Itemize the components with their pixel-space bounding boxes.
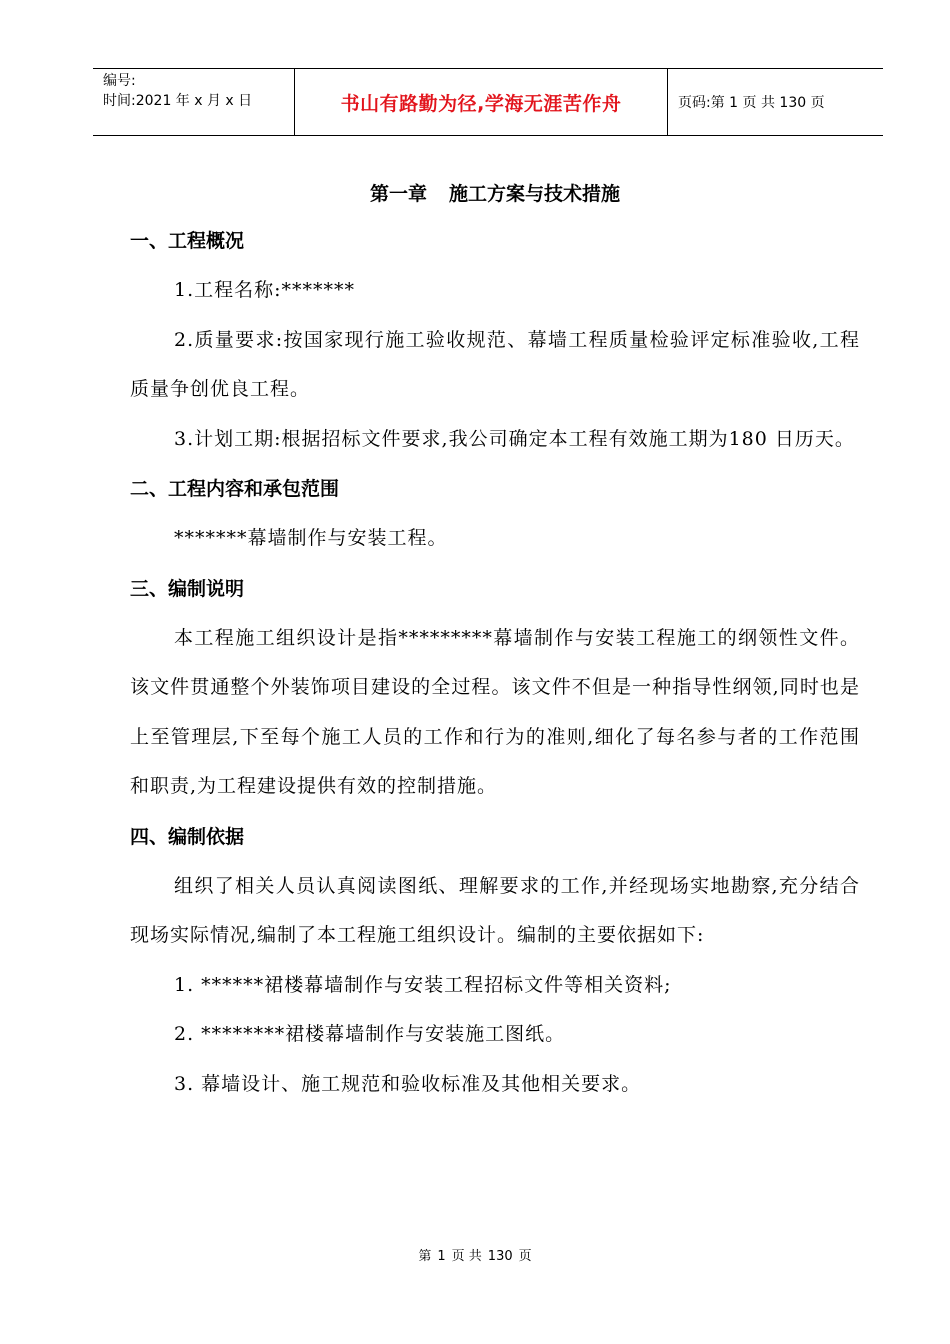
- section-heading-explanation: 三、编制说明: [130, 577, 245, 600]
- basis-item-2: 2. ********裙楼幕墙制作与安装施工图纸。: [174, 1023, 566, 1045]
- footer-total-pages: 130: [487, 1249, 513, 1264]
- scope-text: *******幕墙制作与安装工程。: [174, 527, 448, 549]
- section-heading-overview: 一、工程概况: [130, 230, 245, 252]
- overview-item-schedule: 3.计划工期:根据招标文件要求,我公司确定本工程有效施工期为180 日历天。: [174, 427, 855, 450]
- footer-middle: 页 共: [451, 1249, 482, 1264]
- chapter-name: 施工方案与技术措施: [449, 183, 621, 205]
- header-page-info: 页码:第 1 页 共 130 页: [678, 95, 825, 111]
- basis-item-1: 1. ******裙楼幕墙制作与安装工程招标文件等相关资料;: [174, 973, 672, 996]
- header-time-label: 时间:2021 年 x 月 x 日: [103, 93, 253, 109]
- header-meta: [93, 69, 295, 135]
- document-header: [93, 68, 883, 136]
- footer-page-number: 1: [437, 1249, 446, 1264]
- footer-prefix: 第: [418, 1249, 432, 1264]
- overview-item-name: 1.工程名称:*******: [174, 279, 356, 301]
- chapter-title: [130, 172, 860, 216]
- explanation-text: 本工程施工组织设计是指*********幕墙制作与安装工程施工的纲领性文件。该文件贯通整个外装饰项目建设的全过程。该文件不但是一种指导性纲领,同时也是上至管理层,下至每个施工人员的工作和行为的准则,细化了每名参与者的工作范围和职责,为工程建设提供有效的控制措施。: [130, 626, 860, 797]
- footer-suffix: 页: [518, 1249, 532, 1264]
- chapter-number: 第一章: [369, 183, 427, 205]
- section-heading-basis: 四、编制依据: [130, 825, 245, 848]
- overview-item-quality: 2.质量要求:按国家现行施工验收规范、幕墙工程质量检验评定标准验收,工程质量争创优良工程。: [130, 328, 860, 400]
- header-number-label: 编号:: [103, 73, 136, 89]
- basis-text: 组织了相关人员认真阅读图纸、理解要求的工作,并经现场实地勘察,充分结合现场实际情况,编制了本工程施工组织设计。编制的主要依据如下:: [130, 874, 860, 946]
- header-motto: 书山有路勤为径,学海无涯苦作舟: [295, 69, 668, 135]
- basis-item-3: 3. 幕墙设计、施工规范和验收标准及其他相关要求。: [174, 1072, 642, 1095]
- section-heading-scope: 二、工程内容和承包范围: [130, 478, 340, 500]
- page-footer: [0, 1245, 950, 1264]
- document-body: [130, 172, 860, 1109]
